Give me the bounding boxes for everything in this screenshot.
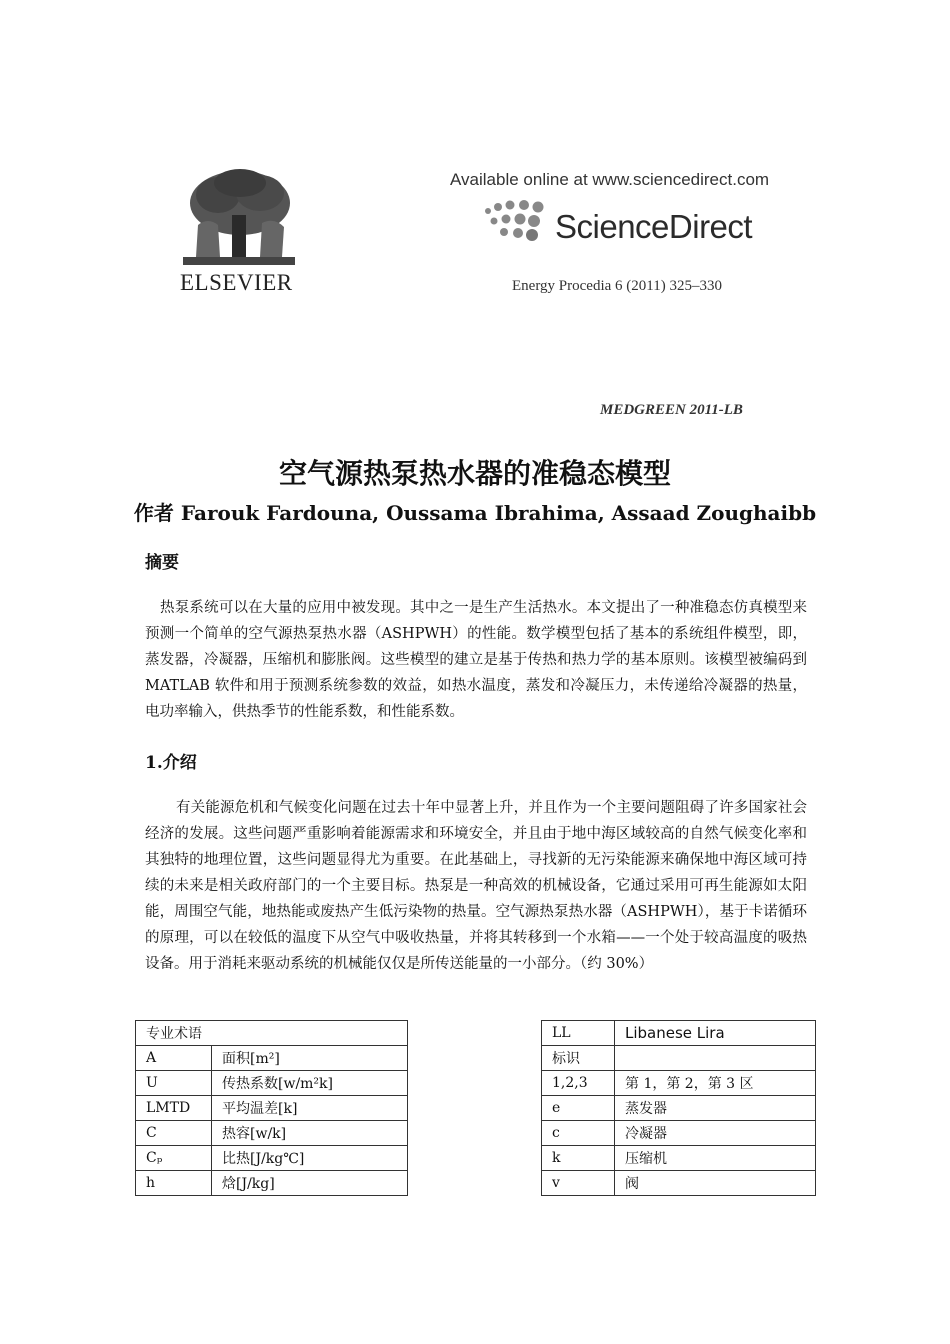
definition-cell: 冷凝器 bbox=[615, 1121, 816, 1146]
definition-cell: 传热系数[w/m²k] bbox=[212, 1071, 408, 1096]
symbol-cell: C bbox=[136, 1121, 212, 1146]
paper-title: 空气源热泵热水器的准稳态模型 bbox=[278, 457, 671, 490]
table-heading: 专业术语 bbox=[136, 1021, 408, 1046]
definition-cell: 比热[J/kg℃] bbox=[212, 1146, 408, 1171]
symbol-cell: LMTD bbox=[136, 1096, 212, 1121]
table-row bbox=[542, 1096, 816, 1121]
symbol-cell: c bbox=[542, 1121, 615, 1146]
journal-citation: Energy Procedia 6 (2011) 325–330 bbox=[512, 278, 722, 294]
table-row bbox=[136, 1021, 408, 1046]
symbol-cell: 1,2,3 bbox=[542, 1071, 615, 1096]
table-row bbox=[542, 1146, 816, 1171]
symbol-cell: e bbox=[542, 1096, 615, 1121]
table-row bbox=[136, 1071, 408, 1096]
definition-cell: 阀 bbox=[615, 1171, 816, 1196]
definition-cell: 焓[J/kg] bbox=[212, 1171, 408, 1196]
symbol-cell: LL bbox=[542, 1021, 615, 1046]
symbol-cell: k bbox=[542, 1146, 615, 1171]
definition-cell: 热容[w/k] bbox=[212, 1121, 408, 1146]
definition-cell: 第 1，第 2，第 3 区 bbox=[615, 1071, 816, 1096]
table-row bbox=[542, 1021, 816, 1046]
elsevier-tree-logo bbox=[178, 165, 300, 270]
table-row bbox=[542, 1121, 816, 1146]
definition-cell: Libanese Lira bbox=[615, 1021, 816, 1046]
definition-cell: 平均温差[k] bbox=[212, 1096, 408, 1121]
table-row bbox=[542, 1046, 816, 1071]
authors-line: 作者 Farouk Fardouna, Oussama Ibrahima, Assaad Zoughaibb bbox=[133, 501, 817, 525]
table-row bbox=[136, 1046, 408, 1071]
definition-cell: 压缩机 bbox=[615, 1146, 816, 1171]
table-row bbox=[542, 1071, 816, 1096]
symbol-cell: A bbox=[136, 1046, 212, 1071]
table-row bbox=[136, 1146, 408, 1171]
abstract-paragraph: 热泵系统可以在大量的应用中被发现。其中之一是生产生活热水。本文提出了一种准稳态仿真模型来预测一个简单的空气源热泵热水器（ASHPWH）的性能。数学模型包括了基本的系统组件模型，即，蒸发器，冷凝器，压缩机和膨胀阀。这些模型的建立是基于传热和热力学的基本原则。该模型被编码到 MATLAB 软件和用于预测系统参数的效益，如热水温度，蒸发和冷凝压力，未传递给冷凝器的热量，电功率输入，供热季节的性能系数，和性能系数。 bbox=[145, 600, 807, 720]
symbol-cell: U bbox=[136, 1071, 212, 1096]
table-row bbox=[136, 1121, 408, 1146]
definition-cell: 面积[m²] bbox=[212, 1046, 408, 1071]
symbol-cell: 标识 bbox=[542, 1046, 615, 1071]
intro-heading: 1.介绍 bbox=[145, 753, 197, 773]
nomenclature-table bbox=[135, 1020, 408, 1196]
definition-cell: 蒸发器 bbox=[615, 1096, 816, 1121]
intro-paragraph: 有关能源危机和气候变化问题在过去十年中显著上升，并且作为一个主要问题阻碍了许多国家社会经济的发展。这些问题严重影响着能源需求和环境安全，并且由于地中海区域较高的自然气候变化率和其独特的地理位置，这些问题显得尤为重要。在此基础上，寻找新的无污染能源来确保地中海区域可持续的未来是相关政府部门的一个主要目标。热泵是一种高效的机械设备，它通过采用可再生能源如太阳能，周围空气能，地热能或废热产生低污染物的热量。空气源热泵热水器（ASHPWH），基于卡诺循环的原理，可以在较低的温度下从空气中吸收热量，并将其转移到一个水箱——一个处于较高温度的吸热设备。用于消耗来驱动系统的机械能仅仅是所传送能量的一小部分。（约 30%） bbox=[145, 800, 807, 972]
symbol-cell: Cₚ bbox=[136, 1146, 212, 1171]
sciencedirect-brand: ScienceDirect bbox=[555, 208, 753, 245]
table-row bbox=[542, 1171, 816, 1196]
abstract-heading: 摘要 bbox=[145, 553, 179, 573]
definition-cell bbox=[615, 1046, 816, 1071]
table-row bbox=[136, 1096, 408, 1121]
symbol-cell: v bbox=[542, 1171, 615, 1196]
availability-text: Available online at www.sciencedirect.com bbox=[450, 170, 770, 189]
symbol-cell: h bbox=[136, 1171, 212, 1196]
publisher-name: ELSEVIER bbox=[180, 270, 293, 295]
subscripts-table bbox=[541, 1020, 816, 1196]
table-row bbox=[136, 1171, 408, 1196]
sciencedirect-dots-icon bbox=[480, 197, 555, 245]
conference-label: MEDGREEN 2011-LB bbox=[600, 402, 743, 418]
